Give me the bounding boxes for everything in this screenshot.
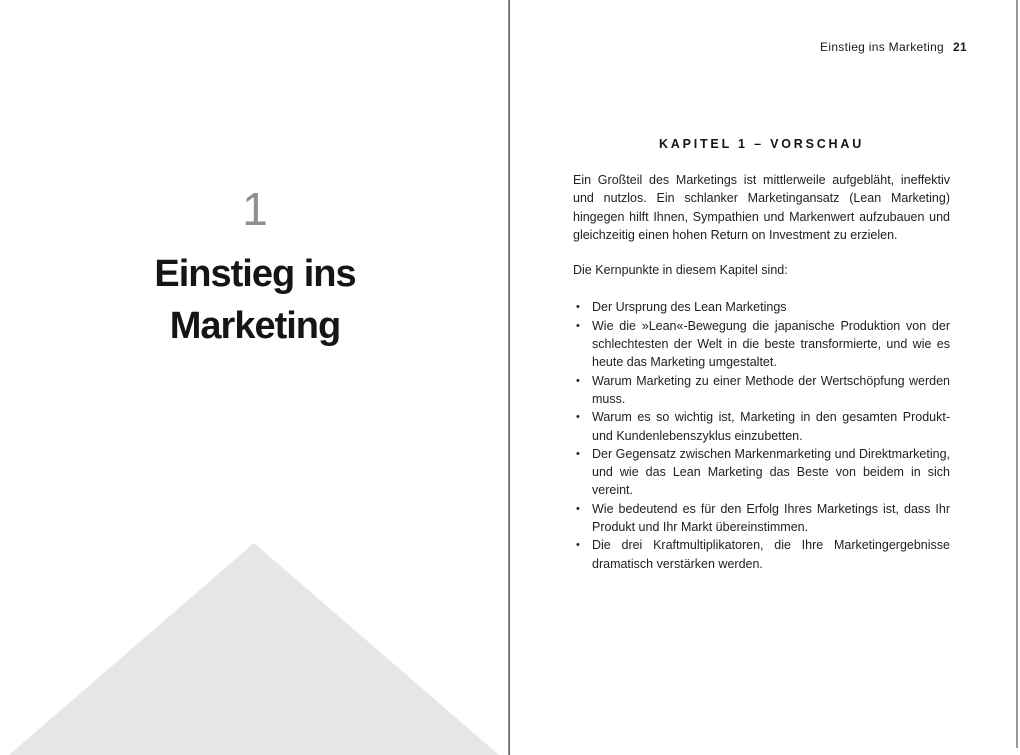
list-item-text: Der Ursprung des Lean Marketings bbox=[592, 300, 787, 315]
list-item-text: Der Gegensatz zwischen Markenmarketing und Direktmarketing, und wie das Lean Marketing das Beste von beidem in sich vereint. bbox=[592, 446, 950, 498]
running-head bbox=[820, 40, 967, 54]
list-item bbox=[573, 445, 950, 500]
chapter-title bbox=[0, 248, 510, 352]
running-head-title: Einstieg ins Marketing bbox=[820, 40, 945, 54]
list-item-text: Warum es so wichtig ist, Marketing in den gesamten Produkt- und Kundenlebenszyklus einzubetten. bbox=[592, 410, 950, 443]
bullet-icon: • bbox=[576, 447, 580, 460]
list-item bbox=[573, 536, 950, 573]
bullet-icon: • bbox=[576, 539, 580, 552]
intro-paragraph: Ein Großteil des Marketings ist mittlerweile aufgebläht, ineffektiv und nutzlos. Ein schlanker Marketingansatz (Lean Marketing) hingegen hilft Ihnen, Sympathien und Markenwert aufzubauen und gleichzeitig einen hohen Return on Investment zu erzielen. bbox=[573, 173, 950, 242]
bullet-icon: • bbox=[576, 301, 580, 314]
list-item bbox=[573, 372, 950, 409]
page-number: 21 bbox=[953, 40, 967, 54]
chapter-title-line1: Einstieg ins bbox=[154, 253, 356, 295]
list-item-text: Warum Marketing zu einer Methode der Wertschöpfung werden muss. bbox=[592, 373, 950, 406]
section-heading: KAPITEL 1 – VORSCHAU bbox=[658, 137, 865, 151]
list-item bbox=[573, 408, 950, 445]
chapter-title-line2: Marketing bbox=[169, 305, 341, 347]
list-item bbox=[573, 500, 950, 537]
list-intro: Die Kernpunkte in diesem Kapitel sind: bbox=[573, 263, 788, 278]
key-points-list bbox=[573, 298, 950, 572]
bullet-icon: • bbox=[576, 319, 580, 332]
list-item bbox=[573, 317, 950, 372]
text-column bbox=[573, 171, 950, 573]
right-page bbox=[510, 0, 1020, 755]
list-item bbox=[573, 298, 950, 316]
bullet-icon: • bbox=[576, 411, 580, 424]
bullet-icon: • bbox=[576, 502, 580, 515]
list-item-text: Wie bedeutend es für den Erfolg Ihres Marketings ist, dass Ihr Produkt und Ihr Markt übereinstimmen. bbox=[592, 501, 950, 535]
bullet-icon: • bbox=[576, 374, 580, 387]
page-edge-line bbox=[1016, 0, 1018, 748]
chapter-number: 1 bbox=[242, 183, 268, 235]
list-item-text: Wie die »Lean«-Bewegung die japanische Produktion von der schlechtesten der Welt in die beste transformierte, und wie es heute das Marketing umgestaltet. bbox=[592, 318, 950, 370]
list-item-text: Die drei Kraftmultiplikatoren, die Ihre Marketingergebnisse dramatisch verstärken werden. bbox=[592, 538, 950, 571]
